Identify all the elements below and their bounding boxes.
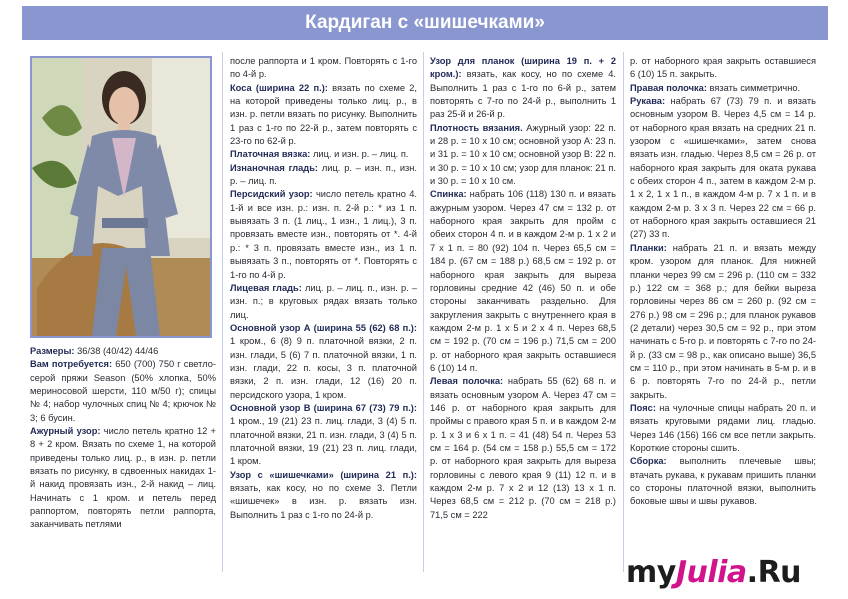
paragraph-heading: Планки: — [630, 242, 667, 253]
paragraph-text: набрать 21 п. и вязать между кром. узором для планок. Для нижней планки через 99 см = 296 р. (110 см = 332 р.) 122 см = 368 р.; для бейки выреза горловины через 86 см = 260 р. (92 см = 276 р.) 98 см = 296 р.; для планок рукавов (2 детали) через 30,5 см = 92 р., при этом начинать с 5-го р. и повторять с 7-го по 24-й р. (33 см = 98 р., как описано выше) 36,5 см = 110 р., при этом начинать в 5-м р. и в 6 р. повторять 7-го по 24-й р., петли закрыть. — [630, 242, 816, 400]
paragraph-text: вязать по схеме 2, на которой приведены только лиц. р., в изн. р. петли вязать по рисунку. Выполнить 1 раз с 1-го по 22-й р., затем повторять с 23-го по 62-й р. — [230, 82, 417, 147]
paragraph-heading: Пояс: — [630, 402, 656, 413]
paragraph-text: набрать 55 (62) 68 п. и вязать основным узором А. Через 47 см = 146 р. от наборного края закрыть для проймы с правого края 5 п. и в каждом 2-м р. 1 х 3 и 6 х 1 п. = 41 (48) 54 п. Через 53 см = 164 р. (54 см = 158 р.) 55,5 см = 172 р. от наборного края закрыть для выреза горловины с левого края 9 (11) 12 п. и в каждом 2-м р. 7 х 2 и 12 (13) 13 х 1 п. Через 68,5 см = 212 р. (70 см = 218 р.) 71,5 см = 222 — [430, 376, 616, 520]
paragraph-text: число петель кратно 12 + 8 + 2 кром. Вязать по схеме 1, на которой приведены только лиц. р., в изн. р. петли вязать по рисунку, в сдвоенных накидах 1-й накид провязать изн., 2-й накид – лиц. Начинать с 1 кром. и петель перед раппортом, повторять петли раппорта, заканчивать петлями — [30, 426, 216, 530]
page-title: Кардиган с «шишечками» — [305, 12, 545, 33]
paragraph-heading: Основной узор А (ширина 55 (62) 68 п.): — [230, 322, 417, 333]
paragraph-heading: Узор для планок (ширина 19 п. + 2 кром.): — [430, 56, 616, 80]
paragraph — [430, 375, 616, 522]
paragraph — [630, 402, 816, 455]
paragraph-text: лиц. р. – изн. п., изн. р. – лиц. п. — [230, 162, 417, 187]
paragraph-heading: Коса (ширина 22 п.): — [230, 82, 328, 93]
paragraph-text: вязать, как косу, но по схеме 3. Петли «шишечек» в изн. р. вязать изн. Выполнить 1 раз с 1-го по 24-й р. — [230, 483, 417, 520]
site-watermark — [626, 552, 841, 594]
paragraph-heading: Ажурный узор: — [30, 426, 101, 437]
paragraph-text: на чулочные спицы набрать 20 п. и вязать круговыми рядами лиц. гладью. Через 146 (156) 166 см все петли закрыть. Короткие стороны сшить. — [630, 402, 816, 453]
paragraph-text: вязать, как косу, но по схеме 4. Выполнить 1 раз с 1-го по 6-й р., затем повторять с 7-го по 24-й р., выполнить 1 раз 25-й и 26-й р. — [430, 69, 616, 120]
paragraph-text: Ажурный узор: 22 п. и 28 р. = 10 х 10 см; основной узор А: 23 п. и 31 р. = 10 х 10 см; основной узор В: 22 п. и 30 р. = 10 х 10 см; узор для планок: 21 п. и 30 р. = 10 х 10 см. — [430, 122, 616, 187]
paragraph-heading: Вам потребуется: — [30, 359, 113, 370]
model-photo — [30, 56, 212, 338]
paragraph-text: число петель кратно 4. 1-й и все изн. р.: изн. п. 2-й р.: * из 1 п. вывязать 3 п. (1 лиц., 1 изн., 1 лиц.), 3 п. провязать вместе изн., повторять от *. 4-й р.: * 3 п. провязать вместе изн., из 1 п. вывязать 3 п., повторять от *. Повторять с 1-го по 4-й р. — [230, 189, 417, 280]
watermark-part: .Ru — [746, 555, 802, 590]
paragraph — [430, 55, 616, 122]
paragraph-text: после раппорта и 1 кром. Повторять с 1-го по 4-й р. — [230, 56, 417, 80]
paragraph-text: р. от наборного края закрыть оставшиеся 6 (10) 15 п. закрыть. — [630, 56, 816, 80]
paragraph — [630, 242, 816, 402]
model-illustration — [32, 58, 210, 336]
paragraph-heading: Платочная вязка: — [230, 149, 311, 160]
watermark-part: my — [626, 555, 676, 590]
paragraph-heading: Правая полочка: — [630, 82, 707, 93]
paragraph — [30, 358, 216, 425]
column-divider — [423, 52, 424, 572]
paragraph — [230, 148, 417, 161]
paragraph — [230, 402, 417, 469]
paragraph — [230, 322, 417, 402]
paragraph — [430, 188, 616, 375]
paragraph-heading: Основной узор В (ширина 67 (73) 79 п.): — [230, 402, 417, 413]
paragraph — [430, 122, 616, 189]
paragraph-heading: Плотность вязания. — [430, 122, 523, 133]
paragraph — [630, 82, 816, 95]
paragraph — [230, 82, 417, 149]
text-column-2 — [230, 55, 417, 570]
paragraph-heading: Сборка: — [630, 456, 667, 467]
paragraph — [30, 345, 216, 358]
paragraph-text: выполнить плечевые швы; втачать рукава, к рукавам пришить планки со стороны платочной вязки, выполнить боковые швы и швы рукавов. — [630, 456, 816, 507]
paragraph — [630, 55, 816, 82]
paragraph-heading: Изнаночная гладь: — [230, 162, 319, 173]
paragraph-text: набрать 106 (118) 130 п. и вязать ажурным узором. Через 47 см = 132 р. от наборного края закрыть для пройм с обеих сторон 4 п. и в каждом 2-м р. 1 х 2 и 7 х 1 п. = 80 (92) 104 п. Через 65,5 см = 184 р. (67 см = 188 р.) 68,5 см = 192 р. от наборного края закрыть для выреза горловины средние 42 (46) 50 п. и обе стороны заканчивать раздельно. Для закругления закрыть с внутреннего края в каждом 2-м р. 1 х 5 и 2 х 4 п. Через 68,5 см = 192 р. (70 см = 196 р.) 71,5 см = 200 р. от наборного края закрыть оставшиеся 6 (10) 14 п. — [430, 189, 616, 373]
paragraph-heading: Персидский узор: — [230, 189, 313, 200]
paragraph-text: вязать симметрично. — [706, 82, 801, 93]
column-divider — [623, 52, 624, 572]
paragraph-text: лиц. р. – лиц. п., изн. р. – изн. п.; в круговых рядах вязать только лиц. — [230, 282, 417, 320]
paragraph — [230, 469, 417, 522]
text-column-1 — [30, 345, 216, 565]
paragraph-heading: Рукава: — [630, 96, 666, 107]
paragraph-text: набрать 67 (73) 79 п. и вязать основным узором В. Через 4,5 см = 14 р. от наборного края вязать на средних 21 п. узором с «шишечками», затем снова вязать изн. гладью. Через 8,5 см = 26 р. от наборного края закрыть для оката рукава с обеих сторон 4 п., затем в каждом 2-м р. 1 х 2, 1 х 1 п., в каждом 4-м р. 7 х 1 п. и в каждом 2-м р. 3 х 3 п. Через 22 см = 66 р. от наборного края закрыть оставшиеся 21 (27) 33 п. — [630, 96, 816, 240]
paragraph — [630, 455, 816, 508]
title-banner — [22, 6, 828, 40]
paragraph-text: 1 кром., 19 (21) 23 п. лиц. глади, 3 (4) 5 п. платочной вязки, 21 п. изн. глади, 3 (4) 5 п. платочной вязки, 19 (21) 23 п. лиц. глади, 1 кром. — [230, 416, 417, 467]
paragraph-text: лиц. и изн. р. – лиц. п. — [310, 149, 409, 160]
paragraph-heading: Узор с «шишечками» (ширина 21 п.): — [230, 469, 417, 480]
text-column-4 — [630, 55, 816, 570]
paragraph — [230, 162, 417, 189]
paragraph — [30, 425, 216, 532]
paragraph — [230, 55, 417, 82]
paragraph-heading: Спинка: — [430, 189, 467, 200]
paragraph — [230, 188, 417, 281]
paragraph-text: 650 (700) 750 г светло-серой пряжи Season (50% хлопка, 50% мериносовой шерсти, 110 м/50 г); спицы № 4; набор чулочных спиц № 4; крючок № 3; 6 бусин. — [30, 359, 216, 423]
paragraph — [630, 95, 816, 242]
paragraph-heading: Лицевая гладь: — [230, 282, 302, 293]
text-column-3 — [430, 55, 616, 570]
paragraph — [230, 282, 417, 322]
paragraph-text: 36/38 (40/42) 44/46 — [74, 346, 159, 356]
watermark-part: Julia — [675, 555, 747, 590]
paragraph-text: 1 кром., 6 (8) 9 п. платочной вязки, 2 п. изн. глади, 5 (6) 7 п. платочной вязки, 1 п. изн. глади, 22 п. косы, 3 п. платочной вязки, 2 п. изн. глади, 12 (16) 20 п. персидского узора, 1 кром. — [230, 336, 417, 400]
column-divider — [222, 52, 223, 572]
paragraph-heading: Размеры: — [30, 346, 75, 356]
paragraph-heading: Левая полочка: — [430, 376, 504, 387]
